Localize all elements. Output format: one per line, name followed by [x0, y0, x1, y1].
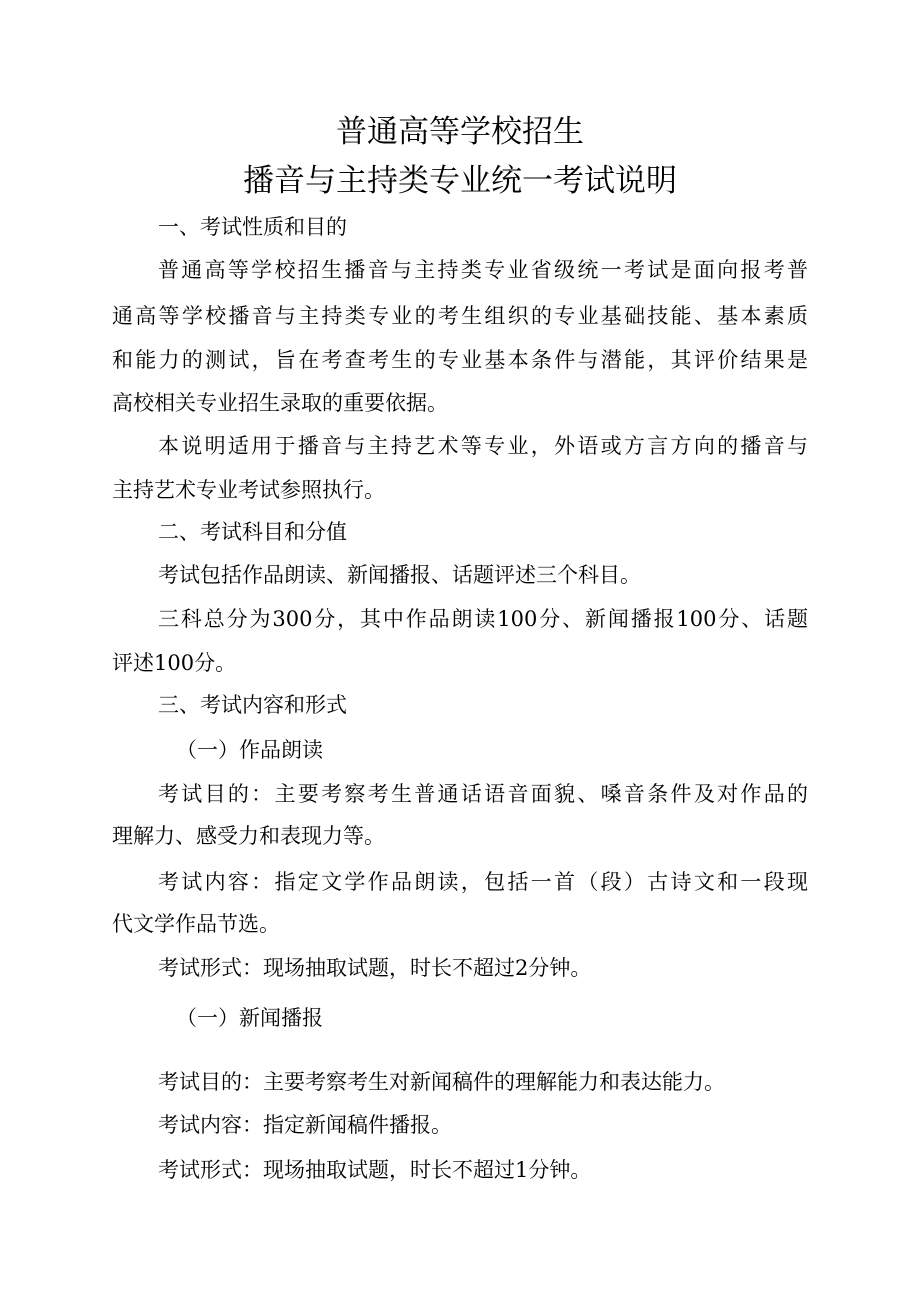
paragraph-line: 通高等学校播音与主持类专业的考生组织的专业基础技能、基本素质	[112, 304, 808, 328]
sub-heading-news: （一）新闻播报	[176, 1006, 323, 1030]
section-heading-3: 三、考试内容和形式	[158, 693, 347, 717]
paragraph-line: 普通高等学校招生播音与主持类专业省级统一考试是面向报考普	[158, 258, 808, 282]
paragraph-line: 考试目的：主要考察考生普通话语音面貌、嗓音条件及对作品的	[158, 782, 808, 806]
paragraph-line: 考试目的：主要考察考生对新闻稿件的理解能力和表达能力。	[158, 1070, 725, 1094]
paragraph-line: 本说明适用于播音与主持艺术等专业，外语或方言方向的播音与	[158, 434, 808, 458]
paragraph-line: 考试包括作品朗读、新闻播报、话题评述三个科目。	[158, 563, 641, 587]
section-heading-2: 二、考试科目和分值	[158, 520, 347, 544]
sub-heading-reading: （一）作品朗读	[176, 738, 323, 762]
document-title-line-2: 播音与主持类专业统一考试说明	[243, 163, 677, 199]
paragraph-line: 代文学作品节选。	[112, 912, 280, 936]
paragraph-line: 评述100分。	[112, 651, 237, 675]
paragraph-line: 理解力、感受力和表现力等。	[112, 824, 385, 848]
paragraph-line: 主持艺术专业考试参照执行。	[112, 478, 385, 502]
paragraph-line: 考试形式：现场抽取试题，时长不超过2分钟。	[158, 956, 592, 980]
paragraph-line: 和能力的测试，旨在考查考生的专业基本条件与潜能，其评价结果是	[112, 348, 808, 372]
paragraph-line: 考试内容：指定文学作品朗读，包括一首（段）古诗文和一段现	[158, 870, 808, 894]
paragraph-line: 高校相关专业招生录取的重要依据。	[112, 391, 448, 415]
paragraph-line: 三科总分为300分，其中作品朗读100分、新闻播报100分、话题	[158, 607, 808, 631]
paragraph-line: 考试内容：指定新闻稿件播报。	[158, 1113, 452, 1137]
document-title-line-1: 普通高等学校招生	[336, 114, 584, 150]
paragraph-line: 考试形式：现场抽取试题，时长不超过1分钟。	[158, 1158, 592, 1182]
section-heading-1: 一、考试性质和目的	[158, 215, 347, 239]
